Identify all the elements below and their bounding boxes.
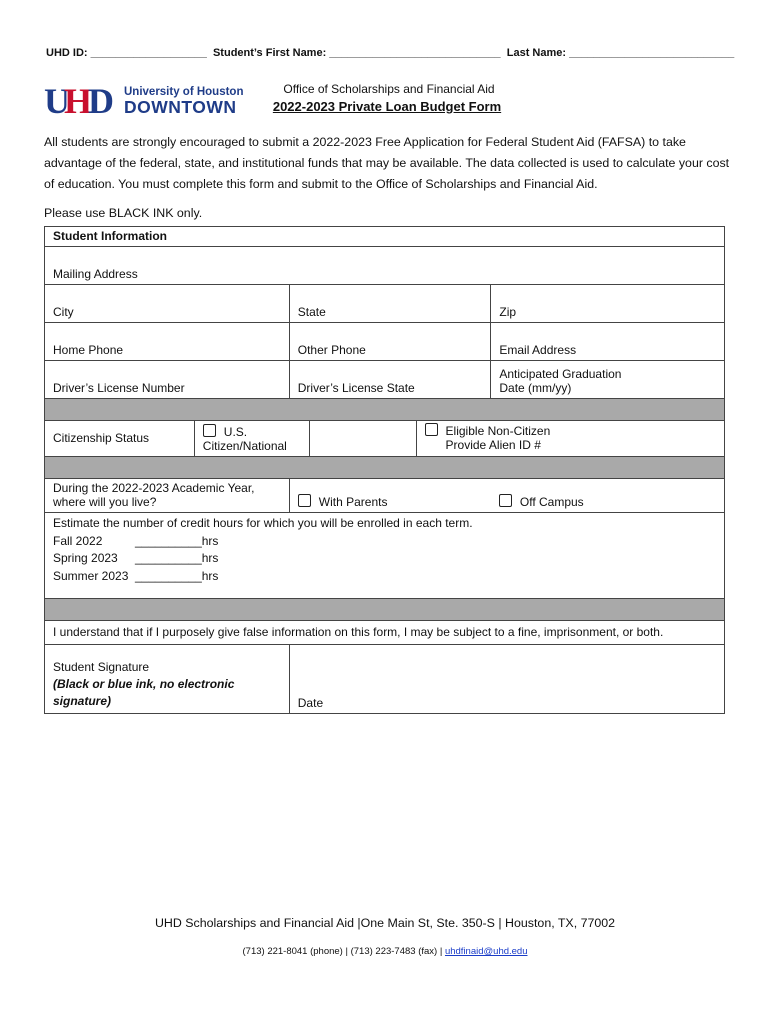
dl-state-field[interactable]: Driver’s License State: [289, 361, 491, 399]
last-name-field[interactable]: Last Name: ___________________________: [506, 47, 735, 59]
off-campus-option[interactable]: [491, 479, 725, 513]
credit-hours-intro: Estimate the number of credit hours for which you will be enrolled in each term.: [53, 516, 473, 530]
non-citizen-checkbox[interactable]: [425, 423, 438, 436]
logo-text-top: University of Houston: [124, 86, 244, 98]
date-field[interactable]: Date: [289, 645, 724, 714]
grad-date-field[interactable]: [491, 361, 725, 399]
section-title: Student Information: [45, 227, 725, 247]
divider-bar: [45, 399, 725, 421]
grad-date-label-1: Anticipated Graduation: [499, 367, 622, 381]
footer-contact: [0, 946, 770, 957]
zip-field[interactable]: Zip: [491, 285, 725, 323]
summer-hours-input[interactable]: __________hrs: [135, 568, 219, 583]
office-name: Office of Scholarships and Financial Aid: [283, 82, 495, 96]
summer-term-label: Summer 2023: [53, 568, 129, 583]
off-campus-checkbox[interactable]: [499, 494, 512, 507]
header-fields: [46, 47, 736, 59]
signature-field[interactable]: [45, 645, 290, 714]
non-citizen-label-1: Eligible Non-Citizen: [445, 424, 551, 438]
us-citizen-option[interactable]: [194, 421, 309, 457]
dl-number-field[interactable]: Driver’s License Number: [45, 361, 290, 399]
fall-hours-input[interactable]: __________hrs: [135, 533, 219, 548]
page-title: 2022-2023 Private Loan Budget Form: [272, 99, 502, 114]
off-campus-label: Off Campus: [519, 495, 584, 509]
fall-term-label: Fall 2022: [53, 533, 103, 548]
with-parents-option[interactable]: [289, 479, 491, 513]
state-field[interactable]: State: [289, 285, 491, 323]
svg-text:H: H: [64, 82, 90, 118]
spring-hours-input[interactable]: __________hrs: [135, 551, 219, 565]
us-citizen-checkbox[interactable]: [203, 424, 216, 437]
with-parents-checkbox[interactable]: [298, 494, 311, 507]
signature-label: Student Signature: [53, 660, 150, 674]
divider-bar: [45, 457, 725, 479]
uhd-logo: [44, 82, 244, 118]
signature-note-2: signature): [53, 694, 112, 708]
grad-date-label-2: Date (mm/yy): [499, 381, 572, 395]
non-citizen-label-2: Provide Alien ID #: [445, 438, 541, 452]
other-phone-field[interactable]: Other Phone: [289, 323, 491, 361]
spring-term-label: Spring 2023: [53, 551, 118, 565]
non-citizen-option[interactable]: [416, 421, 724, 457]
signature-note-1: (Black or blue ink, no electronic: [53, 677, 235, 691]
citizenship-label: Citizenship Status: [45, 421, 195, 457]
with-parents-label: With Parents: [318, 495, 388, 509]
uhd-id-field[interactable]: UHD ID: ___________________: [46, 47, 207, 59]
intro-paragraph: All students are strongly encouraged to submit a 2022-2023 Free Application for Federal Student Aid (FAFSA) to take advantage of the federal, state, and institutional funds that may be available. The data collected is used to calculate your cost of education. You must complete this form and submit to the Office of Scholarships and Financial Aid.: [44, 135, 730, 191]
mailing-address-field[interactable]: Mailing Address: [45, 247, 725, 285]
city-field[interactable]: City: [45, 285, 290, 323]
live-question: [45, 479, 290, 513]
ink-note: Please use BLACK INK only.: [44, 206, 203, 220]
citizenship-spacer: [309, 421, 416, 457]
us-citizen-label: U.S. Citizen/National: [202, 424, 287, 453]
divider-bar: [45, 599, 725, 621]
footer-email-link[interactable]: uhdfinaid@uhd.edu: [444, 946, 528, 957]
credit-hours-section: [45, 513, 725, 599]
logo-text-bottom: DOWNTOWN: [124, 97, 237, 117]
first-name-field[interactable]: Student’s First Name: ____________________________: [212, 47, 501, 59]
live-question-line-1: During the 2022-2023 Academic Year,: [53, 481, 255, 495]
svg-text:D: D: [88, 82, 114, 118]
email-field[interactable]: Email Address: [491, 323, 725, 361]
student-info-form: [44, 226, 725, 714]
certification-text: I understand that if I purposely give false information on this form, I may be subject to a fine, imprisonment, or both.: [45, 621, 725, 645]
live-question-line-2: where will you live?: [53, 495, 157, 509]
home-phone-field[interactable]: Home Phone: [45, 323, 290, 361]
footer-phone-fax: (713) 221-8041 (phone) | (713) 223-7483 (fax) |: [242, 946, 445, 957]
footer-address: UHD Scholarships and Financial Aid |One Main St, Ste. 350-S | Houston, TX, 77002: [154, 916, 616, 930]
svg-text:U: U: [44, 82, 67, 118]
